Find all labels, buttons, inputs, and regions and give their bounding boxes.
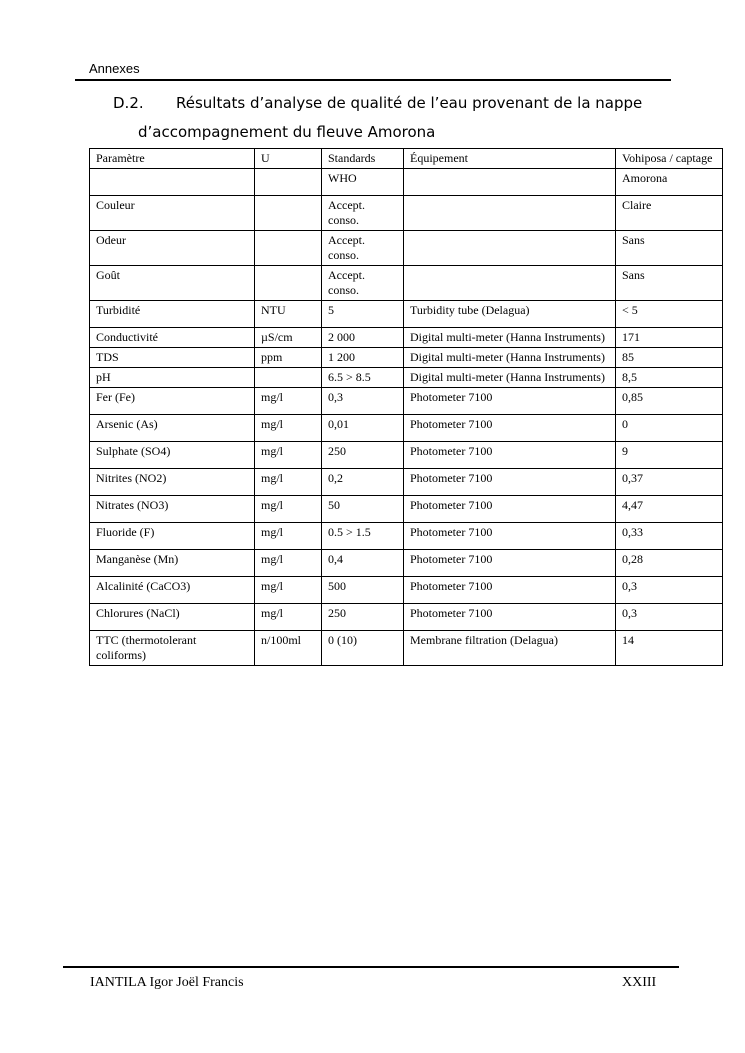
table-cell: mg/l <box>255 523 322 550</box>
table-row <box>90 496 723 523</box>
table-cell: 0,3 <box>322 388 404 415</box>
table-cell: Fer (Fe) <box>90 388 255 415</box>
column-header-parametre: Paramètre <box>90 149 255 169</box>
table-cell: 8,5 <box>616 368 723 388</box>
table-cell: Nitrites (NO2) <box>90 469 255 496</box>
table-cell <box>404 169 616 196</box>
column-header-standards: Standards <box>322 149 404 169</box>
table-cell: Goût <box>90 266 255 301</box>
table-row <box>90 196 723 231</box>
table-cell: Photometer 7100 <box>404 523 616 550</box>
table-cell <box>255 169 322 196</box>
table-cell: Photometer 7100 <box>404 469 616 496</box>
table-cell: 171 <box>616 328 723 348</box>
table-cell: pH <box>90 368 255 388</box>
table-cell: 0,33 <box>616 523 723 550</box>
table-cell: mg/l <box>255 496 322 523</box>
table-cell: Sulphate (SO4) <box>90 442 255 469</box>
table-cell: mg/l <box>255 604 322 631</box>
table-cell: µS/cm <box>255 328 322 348</box>
footer-divider <box>63 966 679 968</box>
section-title-line2: d’accompagnement du fleuve Amorona <box>138 123 436 141</box>
table-cell: 0,3 <box>616 577 723 604</box>
table-cell: Digital multi-meter (Hanna Instruments) <box>404 328 616 348</box>
table-cell <box>255 266 322 301</box>
table-cell: 9 <box>616 442 723 469</box>
running-header: Annexes <box>89 61 140 76</box>
table-row <box>90 550 723 577</box>
table-cell: Chlorures (NaCl) <box>90 604 255 631</box>
table-cell: 0 (10) <box>322 631 404 666</box>
table-row <box>90 368 723 388</box>
table-row <box>90 604 723 631</box>
page-number: XXIII <box>622 975 657 990</box>
table-cell: Photometer 7100 <box>404 604 616 631</box>
table-cell: Accept. conso. <box>322 231 404 266</box>
table-cell: mg/l <box>255 469 322 496</box>
table-cell: Conductivité <box>90 328 255 348</box>
table-cell: WHO <box>322 169 404 196</box>
column-header-vohiposa: Vohiposa / captage <box>616 149 723 169</box>
table-cell: Digital multi-meter (Hanna Instruments) <box>404 348 616 368</box>
table-row <box>90 301 723 328</box>
table-cell: Accept. conso. <box>322 196 404 231</box>
table-cell: Couleur <box>90 196 255 231</box>
table-cell: Turbidité <box>90 301 255 328</box>
table-cell: Amorona <box>616 169 723 196</box>
table-cell: NTU <box>255 301 322 328</box>
table-cell: 250 <box>322 604 404 631</box>
table-cell <box>255 196 322 231</box>
table-cell: 250 <box>322 442 404 469</box>
table-cell: 0,37 <box>616 469 723 496</box>
table-cell: Nitrates (NO3) <box>90 496 255 523</box>
table-cell: Odeur <box>90 231 255 266</box>
table-cell: Digital multi-meter (Hanna Instruments) <box>404 368 616 388</box>
table-row <box>90 631 723 666</box>
table-cell <box>404 196 616 231</box>
table-cell: 0 <box>616 415 723 442</box>
table-cell: Alcalinité (CaCO3) <box>90 577 255 604</box>
table-cell: 50 <box>322 496 404 523</box>
table-cell: Sans <box>616 231 723 266</box>
section-title-line1: Résultats d’analyse de qualité de l’eau provenant de la nappe <box>176 94 643 112</box>
table-cell: Manganèse (Mn) <box>90 550 255 577</box>
table-cell: mg/l <box>255 577 322 604</box>
table-cell: mg/l <box>255 415 322 442</box>
table-cell: 2 000 <box>322 328 404 348</box>
table-cell <box>255 231 322 266</box>
table-cell: Photometer 7100 <box>404 550 616 577</box>
table-cell: 0,3 <box>616 604 723 631</box>
table-row <box>90 169 723 196</box>
table-cell: Sans <box>616 266 723 301</box>
section-heading <box>113 89 673 147</box>
table-cell: 0.5 > 1.5 <box>322 523 404 550</box>
table-cell <box>90 169 255 196</box>
table-cell: 5 <box>322 301 404 328</box>
table-cell: Photometer 7100 <box>404 388 616 415</box>
table-row <box>90 231 723 266</box>
table-cell: < 5 <box>616 301 723 328</box>
table-cell: 14 <box>616 631 723 666</box>
section-number: D.2. <box>113 94 144 112</box>
table-header-row <box>90 149 723 169</box>
table-row <box>90 348 723 368</box>
table-row <box>90 388 723 415</box>
table-row <box>90 523 723 550</box>
table-cell: 0,4 <box>322 550 404 577</box>
table-cell: Membrane filtration (Delagua) <box>404 631 616 666</box>
table-cell: 0,85 <box>616 388 723 415</box>
column-header-equipement: Équipement <box>404 149 616 169</box>
table-cell: 1 200 <box>322 348 404 368</box>
table-cell: Photometer 7100 <box>404 496 616 523</box>
table-cell: Photometer 7100 <box>404 442 616 469</box>
table-cell: mg/l <box>255 550 322 577</box>
table-cell: mg/l <box>255 442 322 469</box>
table-cell: 0,28 <box>616 550 723 577</box>
table-cell: 0,01 <box>322 415 404 442</box>
table-cell: Arsenic (As) <box>90 415 255 442</box>
table-cell: TTC (thermotolerant coliforms) <box>90 631 255 666</box>
table-row <box>90 415 723 442</box>
table-cell: ppm <box>255 348 322 368</box>
table-cell: Claire <box>616 196 723 231</box>
table-row <box>90 266 723 301</box>
table-cell: TDS <box>90 348 255 368</box>
header-divider <box>75 79 671 81</box>
table-cell: Turbidity tube (Delagua) <box>404 301 616 328</box>
footer-author: IANTILA Igor Joël Francis <box>90 975 244 990</box>
table-cell: mg/l <box>255 388 322 415</box>
table-cell: 500 <box>322 577 404 604</box>
table-cell: Fluoride (F) <box>90 523 255 550</box>
table-row <box>90 577 723 604</box>
table-cell: 0,2 <box>322 469 404 496</box>
table-row <box>90 469 723 496</box>
table-cell: Photometer 7100 <box>404 577 616 604</box>
table-row <box>90 328 723 348</box>
table-cell <box>404 266 616 301</box>
table-cell <box>404 231 616 266</box>
water-quality-table <box>89 148 723 666</box>
table-cell: 4,47 <box>616 496 723 523</box>
table-cell: Photometer 7100 <box>404 415 616 442</box>
table-cell: n/100ml <box>255 631 322 666</box>
table-cell: Accept. conso. <box>322 266 404 301</box>
column-header-unit: U <box>255 149 322 169</box>
table-cell: 85 <box>616 348 723 368</box>
table-cell <box>255 368 322 388</box>
table-cell: 6.5 > 8.5 <box>322 368 404 388</box>
table-row <box>90 442 723 469</box>
